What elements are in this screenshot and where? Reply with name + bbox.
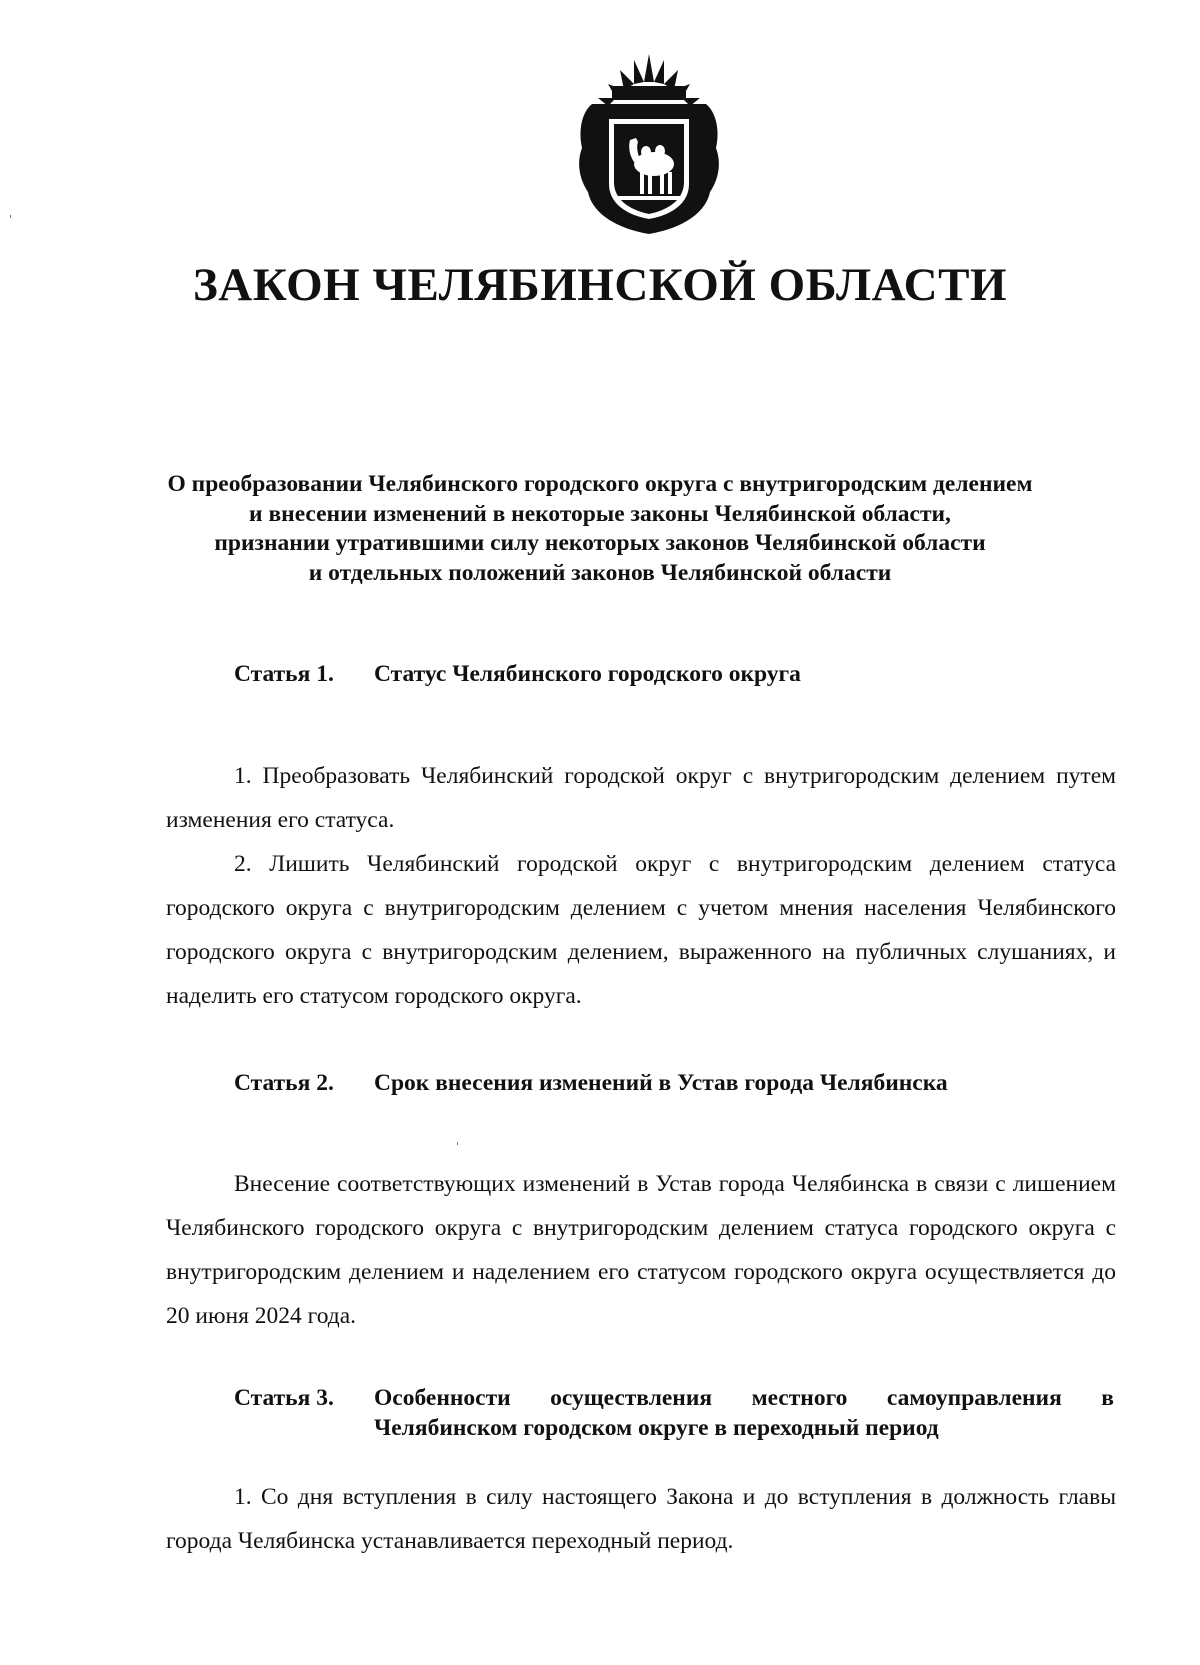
law-title: ЗАКОН ЧЕЛЯБИНСКОЙ ОБЛАСТИ: [192, 259, 1008, 311]
subject-line: признании утратившими силу некоторых законов Челябинской области: [214, 530, 986, 556]
subject-line: и отдельных положений законов Челябинской области: [308, 559, 892, 586]
article-name: Срок внесения изменений в Устав города Челябинска: [374, 1070, 948, 1096]
article-1-paragraph-2: 2. Лишить Челябинский городской округ с внутригородским делением статуса городского округа с внутригородским делением с учетом мнения населения Челябинского городского округа с внутригородским делением, выраженного на публичных слушаниях, и наделить его статусом городского округа.: [166, 851, 1116, 1009]
article-number: Статья 2.: [234, 1070, 334, 1096]
subject-line: и внесении изменений в некоторые законы Челябинской области,: [249, 500, 951, 527]
scan-speck: [457, 1142, 458, 1145]
article-name: Статус Челябинского городского округа: [374, 661, 801, 687]
article-3-heading: [234, 1383, 1114, 1443]
article-1-heading: [234, 659, 1114, 689]
article-3-paragraph-1: 1. Со дня вступления в силу настоящего Закона и до вступления в должность главы города Челябинска устанавливается переходный период.: [166, 1484, 1116, 1554]
law-subject: [150, 470, 1050, 588]
article-number: Статья 3.: [234, 1385, 334, 1411]
subject-line: О преобразовании Челябинского городского округа с внутригородским делением: [167, 471, 1033, 497]
article-number: Статья 1.: [234, 661, 334, 687]
article-2-heading: [234, 1068, 1114, 1098]
article-2-paragraph-1: Внесение соответствующих изменений в Устав города Челябинска в связи с лишением Челябинского городского округа с внутригородским делением статуса городского округа с внутригородским делением и наделением его статусом городского округа осуществляется до 20 июня 2024 года.: [166, 1171, 1116, 1329]
scan-speck: [10, 215, 11, 218]
article-name: Особенности осуществления местного самоуправления в Челябинском городском округе в переходный период: [374, 1385, 1114, 1441]
chelyabinsk-coat-of-arms-icon: [574, 52, 724, 237]
coat-of-arms-emblem: [574, 52, 724, 237]
article-1-paragraph-1: 1. Преобразовать Челябинский городской округ с внутригородским делением путем изменения его статуса.: [166, 763, 1116, 833]
